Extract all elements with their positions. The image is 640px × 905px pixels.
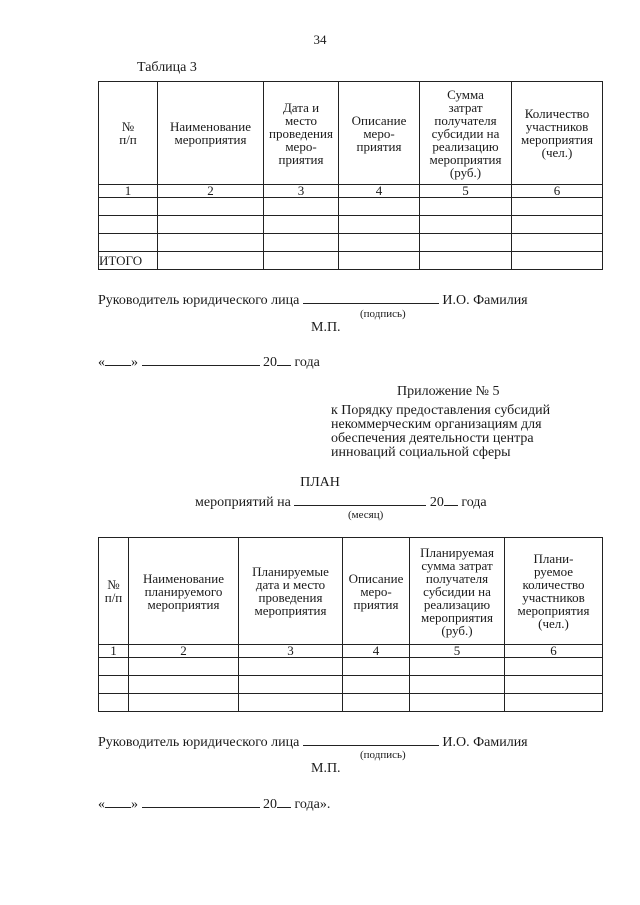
t3-h2-l4: приятия <box>278 151 324 167</box>
pt-h2-l1: дата и место <box>255 577 326 592</box>
table-row <box>99 216 603 234</box>
pt-h0-l1: п/п <box>104 590 123 605</box>
table3-header-row <box>99 82 603 185</box>
pt-h2-l2: проведения <box>258 590 323 605</box>
t3-h3-l1: меро- <box>363 125 395 141</box>
plan-title: ПЛАН <box>300 475 340 490</box>
pt-h0-l0: № <box>107 577 120 592</box>
t3-h2-l0: Дата и <box>282 99 320 115</box>
table-row <box>99 234 603 252</box>
sig2-year-prefix: 20 <box>263 797 277 812</box>
plan-number-row <box>99 645 603 658</box>
sig1-date-line <box>98 353 320 371</box>
sig1-date-open: « <box>98 355 105 370</box>
t3-h3-l0: Описание <box>351 112 407 128</box>
appendix-line-2: некоммерческим организациям для <box>331 417 542 432</box>
sig1-year-prefix: 20 <box>263 355 277 370</box>
sig2-sign-caption: (подпись) <box>360 749 406 761</box>
sig1-date-close: » <box>131 355 138 370</box>
signature1-line <box>98 291 528 309</box>
pt-h4-l5: мероприятия <box>420 609 493 625</box>
t3-n2: 2 <box>158 185 264 198</box>
t3-n5: 5 <box>420 185 512 198</box>
table3-number-row <box>99 185 603 198</box>
t3-h-desc <box>339 82 420 185</box>
t3-h5-l3: (чел.) <box>541 145 573 160</box>
pt-h1-l2: мероприятия <box>147 596 220 612</box>
sig1-stamp: М.П. <box>311 320 341 335</box>
appendix-line-3: обеспечения деятельности центра <box>331 431 534 446</box>
table-row <box>99 676 603 694</box>
t3-n4: 4 <box>339 185 420 198</box>
pt-h4-l4: реализацию <box>423 596 491 612</box>
t3-h5-l2: мероприятия <box>520 132 593 147</box>
table3-total-row <box>99 252 603 270</box>
plan-year-blank <box>444 493 458 506</box>
sig1-role: Руководитель юридического лица <box>98 293 300 308</box>
pt-h5-l1: руемое <box>533 564 574 579</box>
table3 <box>98 81 603 270</box>
t3-h4-l1: затрат <box>448 99 483 115</box>
page-number: 34 <box>313 32 327 47</box>
pt-n2: 2 <box>129 645 239 658</box>
pt-h-date <box>239 538 343 645</box>
pt-h-name <box>129 538 239 645</box>
pt-n1: 1 <box>99 645 129 658</box>
t3-n1: 1 <box>99 185 158 198</box>
pt-n6: 6 <box>505 645 603 658</box>
pt-h5-l4: мероприятия <box>517 603 590 618</box>
table3-caption: Таблица 3 <box>137 60 197 75</box>
sig2-name: И.О. Фамилия <box>442 735 528 750</box>
t3-h2-l1: место <box>284 112 318 128</box>
t3-h0-l0: № <box>121 119 135 134</box>
pt-h4-l6: (руб.) <box>441 622 473 638</box>
plan-header-row <box>99 538 603 645</box>
sig2-date-close: » <box>131 797 138 812</box>
t3-h5-l0: Количество <box>524 106 590 121</box>
pt-h4-l3: субсидии на <box>423 583 491 599</box>
sig1-year-suffix: года <box>294 355 320 370</box>
t3-n3: 3 <box>264 185 339 198</box>
pt-n5: 5 <box>410 645 505 658</box>
pt-h4-l1: сумма затрат <box>421 557 493 573</box>
plan-month-caption: (месяц) <box>348 509 384 521</box>
pt-h5-l0: Плани- <box>533 551 574 566</box>
table-row <box>99 694 603 712</box>
sig2-sign-blank <box>303 733 439 746</box>
plan-year-suffix: года <box>461 495 487 510</box>
sig1-year-blank <box>277 353 291 366</box>
t3-h0-l1: п/п <box>119 132 137 147</box>
plan-subtitle-prefix: мероприятий на <box>195 495 291 510</box>
t3-h3-l2: приятия <box>356 138 402 154</box>
t3-total-label: ИТОГО <box>99 252 158 270</box>
pt-h-desc <box>343 538 410 645</box>
table-row <box>99 658 603 676</box>
appendix-line-4: инноваций социальной сферы <box>331 445 511 460</box>
pt-h1-l0: Наименование <box>143 570 224 586</box>
pt-h-num <box>99 538 129 645</box>
t3-h4-l0: Сумма <box>447 86 484 102</box>
pt-n4: 4 <box>343 645 410 658</box>
plan-year-prefix: 20 <box>429 495 444 510</box>
sig1-sign-blank <box>303 291 439 304</box>
t3-h2-l2: проведения <box>269 125 333 141</box>
plan-table <box>98 537 603 712</box>
sig2-year-suffix: года». <box>294 797 331 812</box>
appendix-line-1: к Порядку предоставления субсидий <box>331 403 551 418</box>
pt-h5-l2: количество <box>522 577 585 592</box>
sig2-day-blank <box>105 795 131 808</box>
sig2-year-blank <box>277 795 291 808</box>
t3-h-count <box>512 82 603 185</box>
pt-h4-l2: получателя <box>425 570 489 586</box>
plan-month-blank <box>294 493 426 506</box>
plan-subtitle-line <box>195 493 487 511</box>
sig2-stamp: М.П. <box>311 761 341 776</box>
pt-h2-l3: мероприятия <box>254 603 327 618</box>
pt-n3: 3 <box>239 645 343 658</box>
pt-h5-l5: (чел.) <box>538 616 569 631</box>
t3-h5-l1: участников <box>525 119 589 134</box>
table-row <box>99 198 603 216</box>
pt-h3-l1: меро- <box>360 583 392 599</box>
signature2-line <box>98 733 528 751</box>
t3-h4-l5: мероприятия <box>429 151 502 167</box>
sig2-month-blank <box>142 795 260 808</box>
sig2-date-open: « <box>98 797 105 812</box>
t3-h1-l1: мероприятия <box>174 132 247 147</box>
pt-h-sum <box>410 538 505 645</box>
pt-h3-l0: Описание <box>348 570 404 586</box>
sig1-day-blank <box>105 353 131 366</box>
sig1-name: И.О. Фамилия <box>442 293 528 308</box>
sig1-sign-caption: (подпись) <box>360 308 406 320</box>
sig1-month-blank <box>142 353 260 366</box>
pt-h1-l1: планируемого <box>144 583 223 599</box>
t3-h1-l0: Наименование <box>170 119 251 134</box>
t3-h-num <box>99 82 158 185</box>
pt-h4-l0: Планируемая <box>420 544 494 560</box>
t3-h4-l4: реализацию <box>432 138 499 154</box>
t3-h4-l3: субсидии на <box>431 125 500 141</box>
t3-n6: 6 <box>512 185 603 198</box>
t3-h-sum <box>420 82 512 185</box>
sig2-role: Руководитель юридического лица <box>98 735 300 750</box>
sig2-date-line <box>98 795 330 813</box>
t3-h-date <box>264 82 339 185</box>
pt-h3-l2: приятия <box>353 596 399 612</box>
pt-h-count <box>505 538 603 645</box>
appendix-title: Приложение № 5 <box>397 384 500 399</box>
pt-h2-l0: Планируемые <box>252 564 329 579</box>
t3-h4-l6: (руб.) <box>449 164 482 180</box>
pt-h5-l3: участников <box>522 590 585 605</box>
t3-h-name <box>158 82 264 185</box>
t3-h4-l2: получателя <box>434 112 497 128</box>
t3-h2-l3: меро- <box>285 138 317 154</box>
